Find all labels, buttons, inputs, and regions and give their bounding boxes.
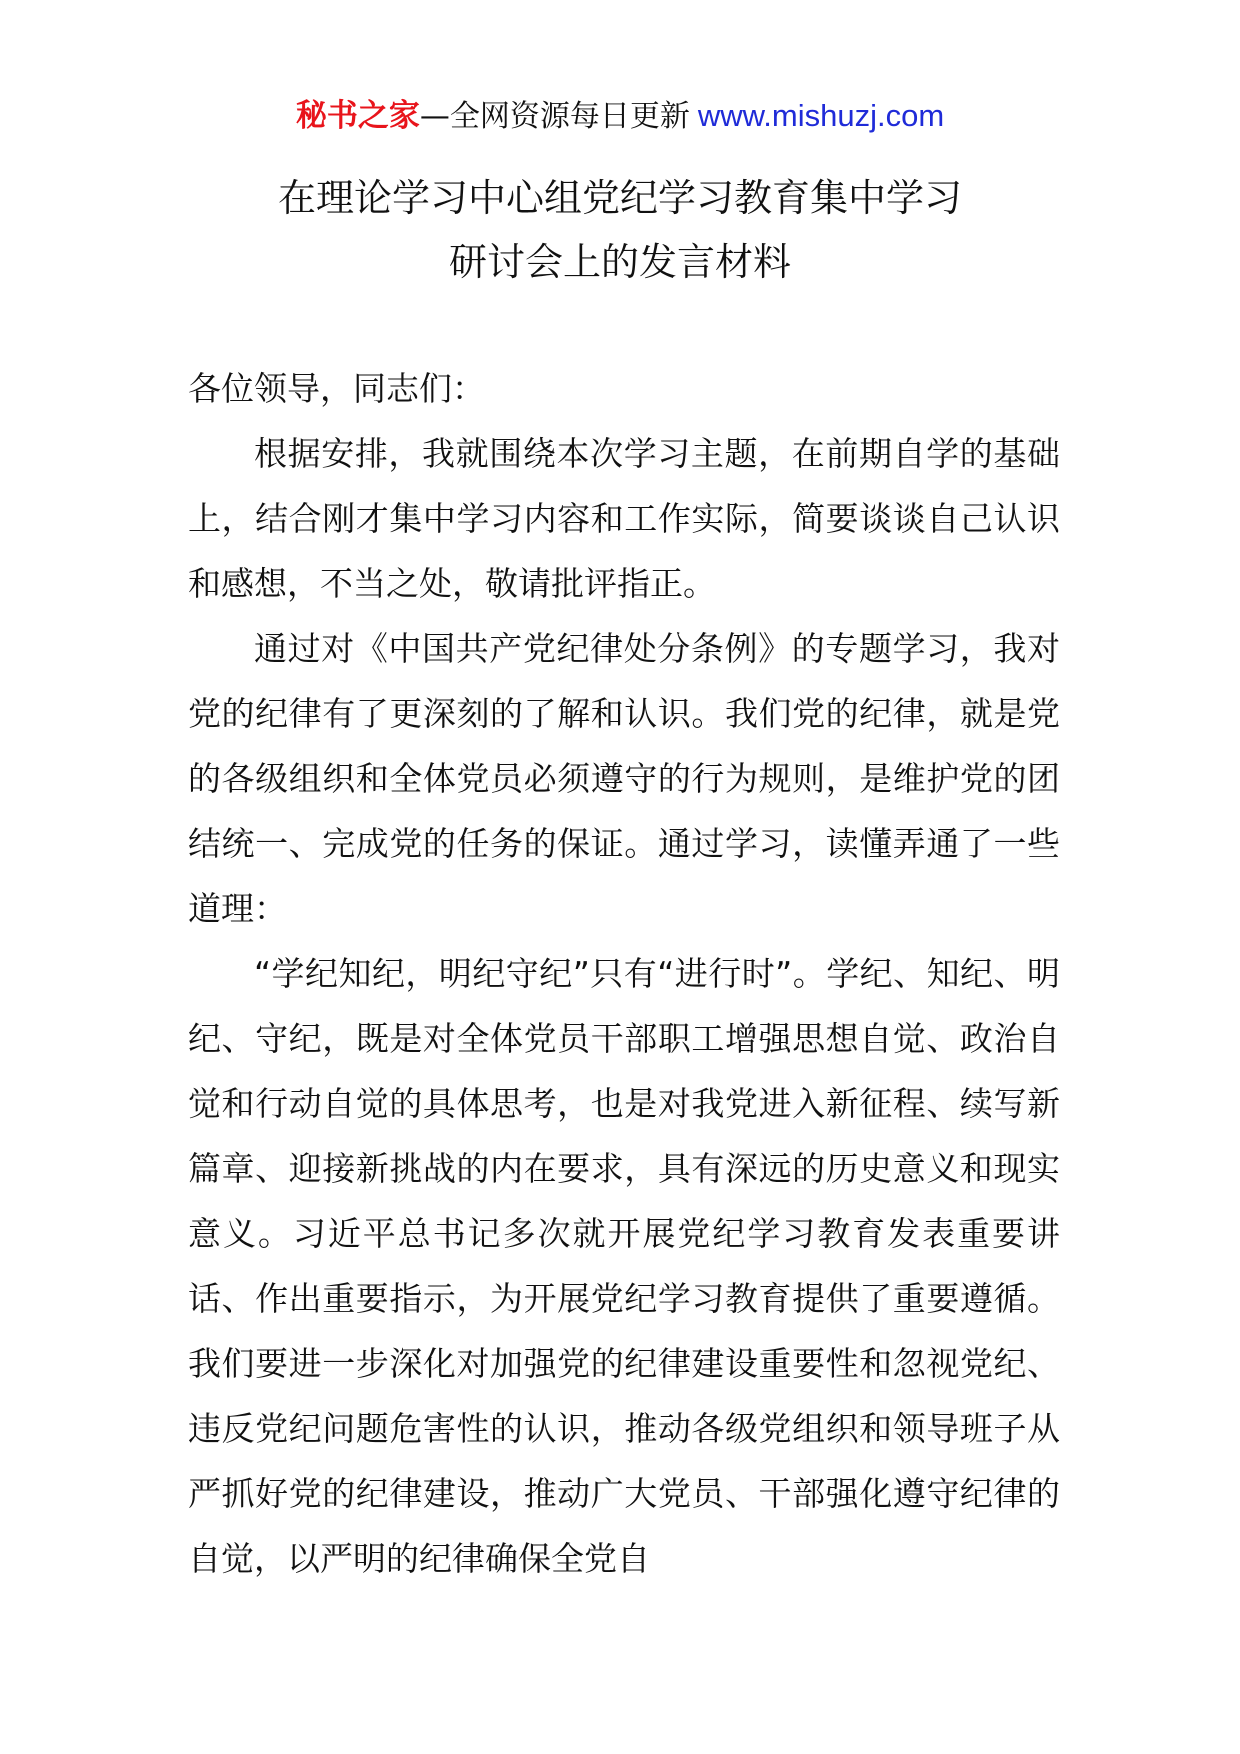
brand-name: 秘书之家 bbox=[295, 98, 420, 134]
site-header bbox=[0, 96, 1240, 137]
paragraph-2: 通过对《中国共产党纪律处分条例》的专题学习，我对党的纪律有了更深刻的了解和认识。我们党的纪律，就是党的各级组织和全体党员必须遵守的行为规则，是维护党的团结统一、完成党的任务的保证。通过学习，读懂弄通了一些道理： bbox=[188, 629, 1060, 928]
title-line-1: 在理论学习中心组党纪学习教育集中学习 bbox=[277, 176, 962, 220]
paragraph-1: 根据安排，我就围绕本次学习主题，在前期自学的基础上，结合刚才集中学习内容和工作实际，简要谈谈自己认识和感想，不当之处，敬请批评指正。 bbox=[188, 434, 1060, 603]
greeting: 各位领导，同志们： bbox=[188, 369, 485, 408]
document-title bbox=[0, 166, 1240, 294]
site-url-link[interactable]: www.mishuzj.com bbox=[697, 98, 945, 133]
document-body bbox=[188, 356, 1060, 1591]
title-line-2: 研讨会上的发言材料 bbox=[448, 240, 791, 284]
paragraph-3: “学纪知纪，明纪守纪”只有“进行时”。学纪、知纪、明纪、守纪，既是对全体党员干部职工增强思想自觉、政治自觉和行动自觉的具体思考，也是对我党进入新征程、续写新篇章、迎接新挑战的内在要求，具有深远的历史意义和现实意义。习近平总书记多次就开展党纪学习教育发表重要讲话、作出重要指示，为开展党纪学习教育提供了重要遵循。我们要进一步深化对加强党的纪律建设重要性和忽视党纪、违反党纪问题危害性的认识，推动各级党组织和领导班子从严抓好党的纪律建设，推动广大党员、干部强化遵守纪律的自觉，以严明的纪律确保全党自 bbox=[188, 954, 1060, 1578]
header-slogan: —全网资源每日更新 bbox=[419, 99, 690, 134]
